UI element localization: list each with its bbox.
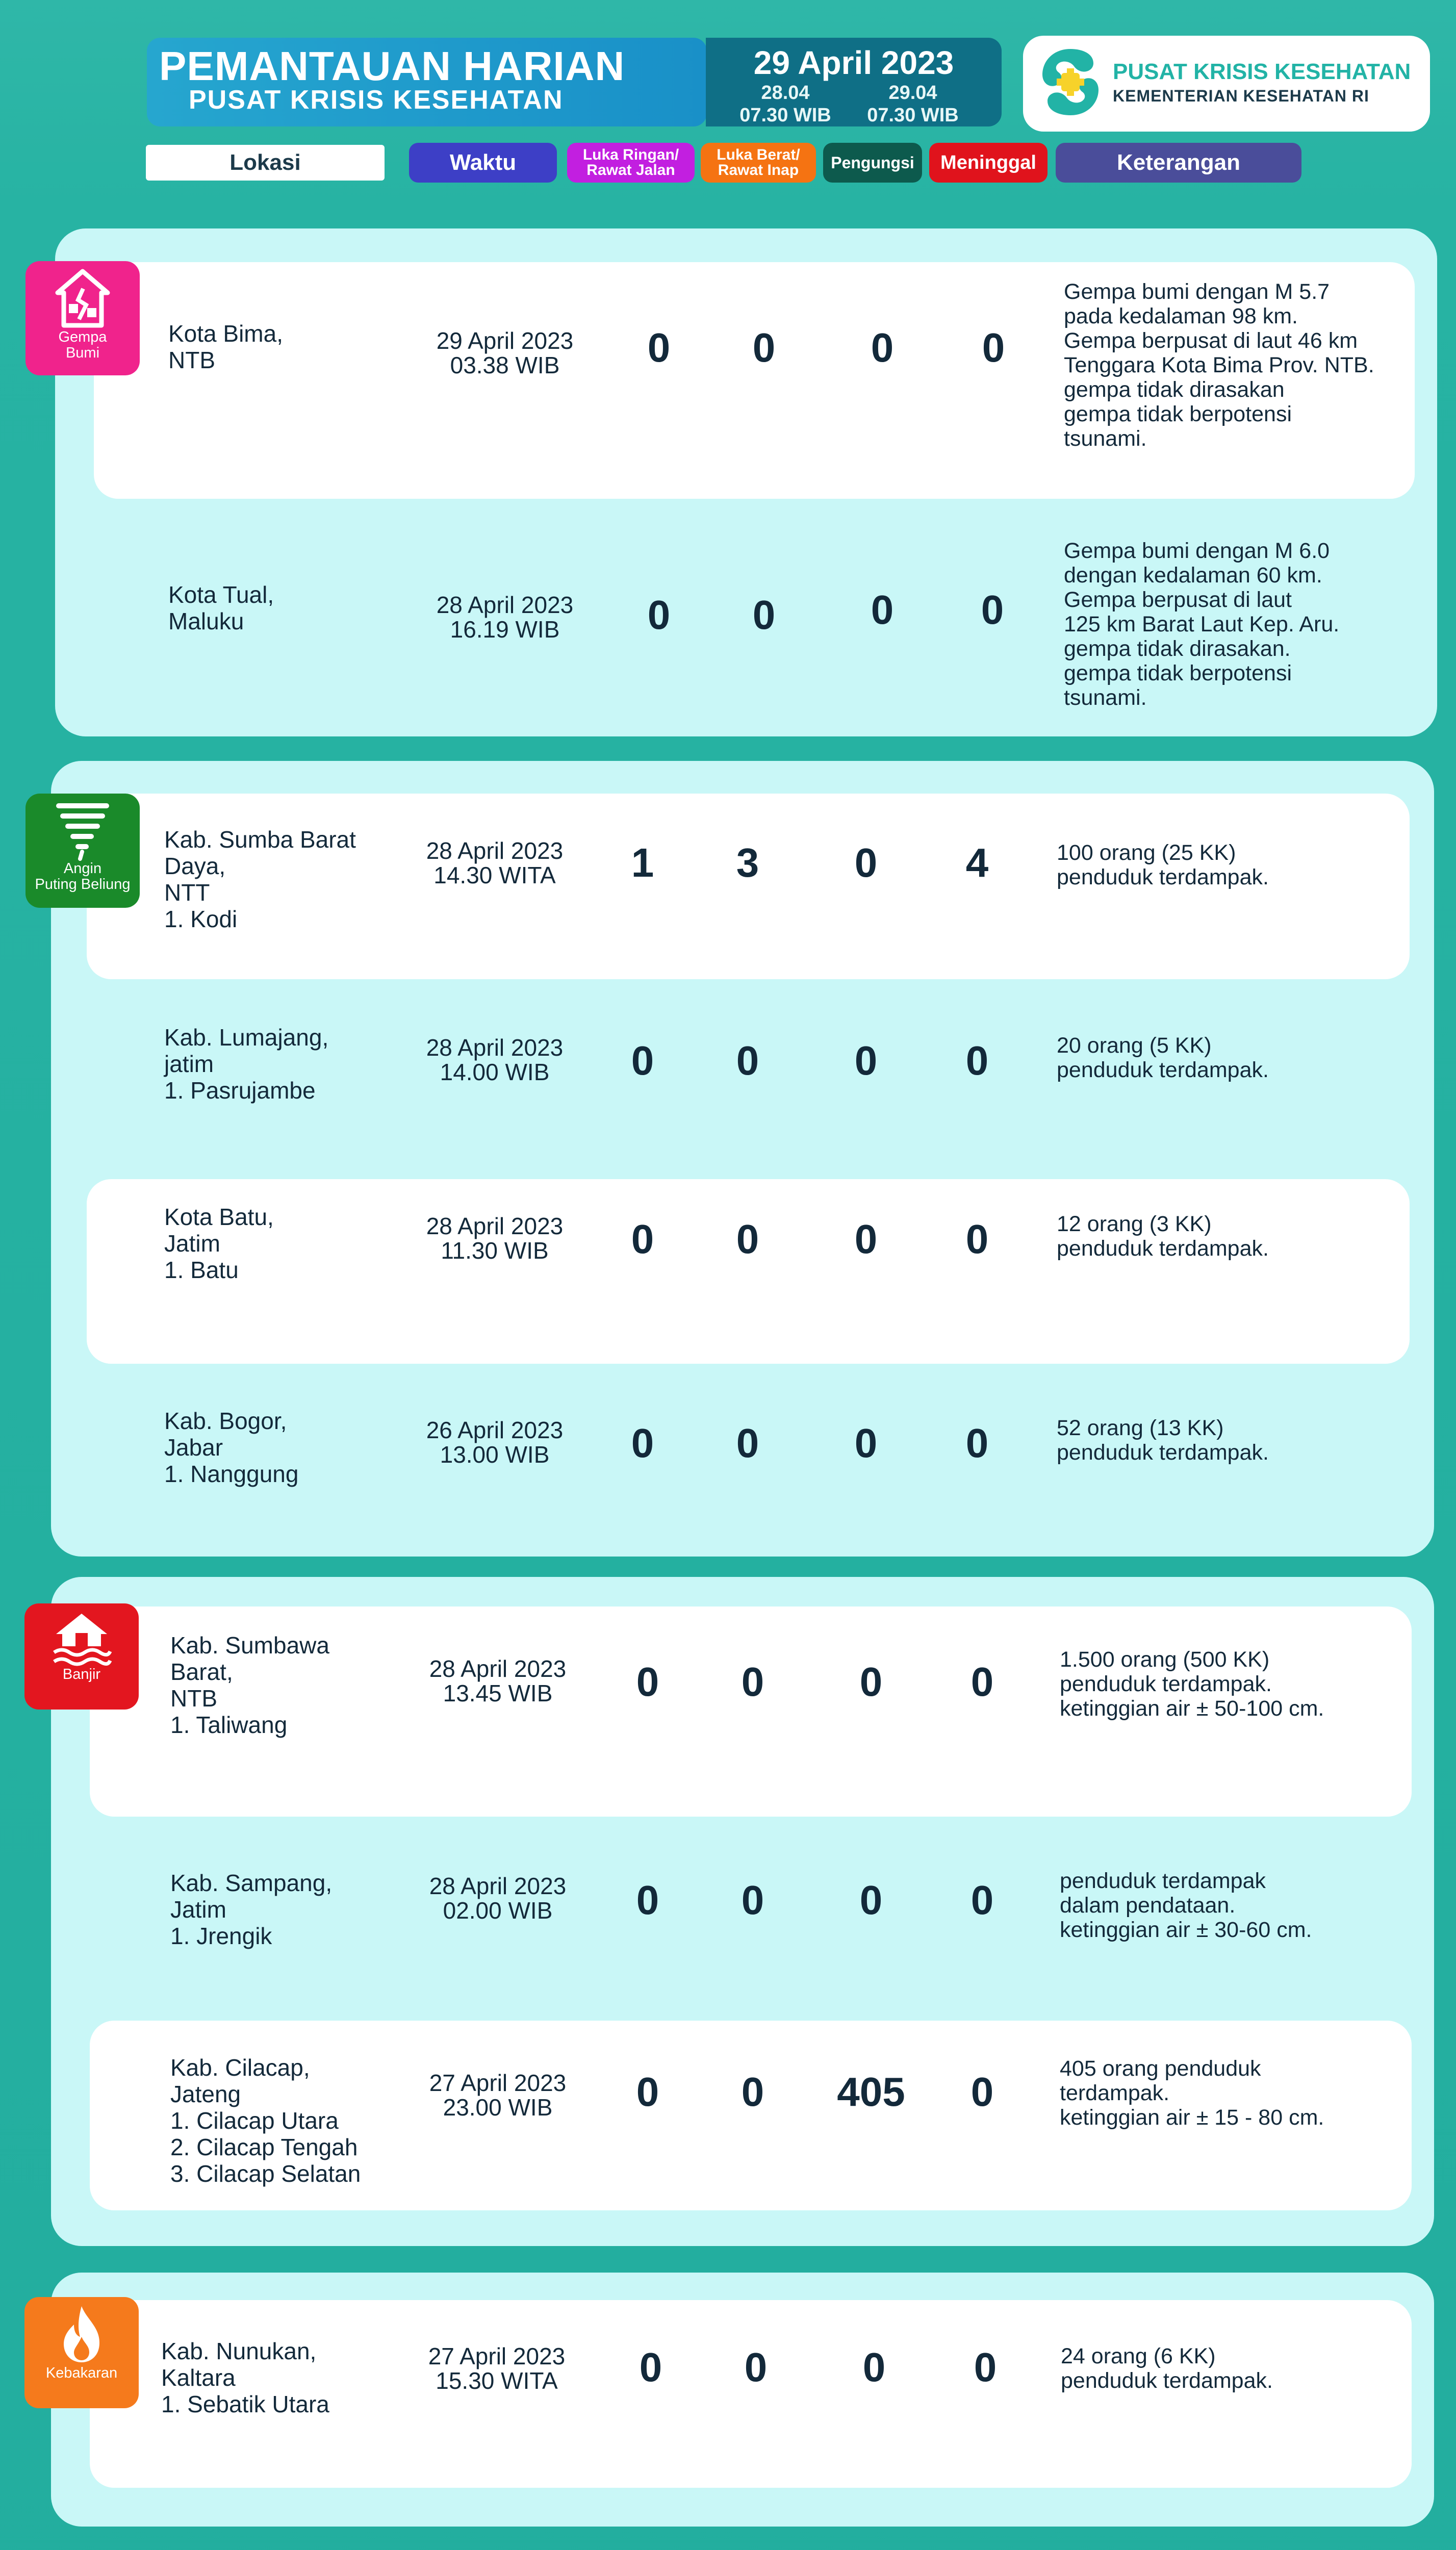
count-pengungsi: 0 [854, 840, 878, 885]
house-crack-icon [55, 268, 111, 329]
event-time: 28 April 2023 16.19 WIB [436, 592, 574, 643]
count-pengungsi: 0 [854, 1420, 878, 1466]
count-luka-ringan: 0 [631, 1420, 654, 1466]
count-luka-ringan: 0 [631, 1038, 654, 1083]
event-location: Kota Batu, Jatim 1. Batu [164, 1204, 274, 1283]
event-description: 1.500 orang (500 KK) penduduk terdampak. ketinggian air ± 50-100 cm. [1060, 1647, 1324, 1721]
category-label: Kebakaran [45, 2365, 118, 2381]
event-location: Kab. Cilacap, Jateng 1. Cilacap Utara 2. Cilacap Tengah 3. Cilacap Selatan [170, 2054, 361, 2187]
count-meninggal: 0 [965, 1420, 989, 1466]
count-meninggal: 0 [970, 1877, 994, 1923]
health-crisis-logo-icon [1032, 44, 1109, 123]
event-time: 28 April 2023 14.30 WITA [426, 837, 564, 888]
category-badge-banjir [24, 1603, 139, 1710]
fire-icon [59, 2304, 105, 2365]
count-pengungsi: 0 [859, 1877, 883, 1923]
range-end [862, 82, 964, 126]
count-pengungsi: 0 [859, 1659, 883, 1704]
count-luka-ringan: 0 [631, 1216, 654, 1262]
event-card [87, 1179, 1410, 1364]
column-header-luka-ringan: Luka Ringan/ Rawat Jalan [567, 143, 695, 183]
event-location: Kab. Nunukan, Kaltara 1. Sebatik Utara [161, 2338, 329, 2417]
count-meninggal: 0 [970, 2069, 994, 2114]
count-luka-ringan: 0 [636, 2069, 659, 2114]
count-meninggal: 0 [970, 1659, 994, 1704]
event-time: 28 April 2023 13.45 WIB [429, 1655, 567, 1706]
event-description: 100 orang (25 KK) penduduk terdampak. [1057, 840, 1269, 889]
count-luka-ringan: 0 [647, 325, 671, 370]
count-luka-berat: 0 [741, 2069, 764, 2114]
count-pengungsi: 405 [837, 2069, 905, 2114]
range-start [734, 82, 836, 126]
range-end-date: 29.04 [888, 82, 937, 104]
event-description: Gempa bumi dengan M 5.7 pada kedalaman 98 km. Gempa berpusat di laut 46 km Tenggara Kota Bima Prov. NTB. gempa tidak dirasakan gempa tidak berpotensi tsunami. [1064, 279, 1374, 451]
event-time: 26 April 2023 13.00 WIB [426, 1417, 564, 1468]
column-header-keterangan: Keterangan [1056, 143, 1301, 183]
category-label: Angin Puting Beliung [35, 860, 131, 892]
count-luka-berat: 0 [741, 1659, 764, 1704]
count-meninggal: 0 [974, 2344, 997, 2390]
flood-icon [51, 1611, 112, 1667]
event-description: 405 orang penduduk terdampak. ketinggian air ± 15 - 80 cm. [1060, 2056, 1324, 2130]
event-description: 24 orang (6 KK) penduduk terdampak. [1061, 2344, 1273, 2393]
count-luka-berat: 0 [752, 592, 776, 638]
event-location: Kota Bima, NTB [168, 320, 283, 373]
range-end-time: 07.30 WIB [867, 105, 959, 126]
event-location: Kab. Sampang, Jatim 1. Jrengik [170, 1870, 333, 1949]
category-badge-angin-puting-beliung [25, 794, 140, 908]
event-time: 28 April 2023 02.00 WIB [429, 1873, 567, 1924]
page-title: PEMANTAUAN HARIAN [159, 43, 625, 89]
logo-title: PUSAT KRISIS KESEHATAN [1113, 59, 1411, 84]
category-label: Banjir [62, 1666, 101, 1682]
page-subtitle: PUSAT KRISIS KESEHATAN [189, 85, 564, 115]
event-time: 27 April 2023 23.00 WIB [429, 2070, 567, 2121]
column-header-meninggal: Meninggal [929, 143, 1048, 183]
event-location: Kab. Lumajang, jatim 1. Pasrujambe [164, 1024, 329, 1104]
count-pengungsi: 0 [871, 587, 894, 632]
report-date: 29 April 2023 [753, 44, 954, 81]
event-description: 20 orang (5 KK) penduduk terdampak. [1057, 1033, 1269, 1082]
column-header-luka-berat: Luka Berat/ Rawat Inap [701, 143, 816, 183]
count-pengungsi: 0 [871, 325, 894, 370]
count-luka-berat: 0 [736, 1420, 759, 1466]
event-location: Kab. Sumba Barat Daya, NTT 1. Kodi [164, 826, 356, 932]
count-pengungsi: 0 [862, 2344, 886, 2390]
count-luka-ringan: 0 [636, 1877, 659, 1923]
event-location: Kota Tual, Maluku [168, 581, 274, 634]
count-meninggal: 0 [965, 1038, 989, 1083]
column-header-pengungsi: Pengungsi [823, 143, 922, 183]
range-start-date: 28.04 [761, 82, 810, 104]
range-start-time: 07.30 WIB [739, 105, 831, 126]
event-description: penduduk terdampak dalam pendataan. ketinggian air ± 30-60 cm. [1060, 1869, 1312, 1942]
count-luka-berat: 0 [736, 1038, 759, 1083]
count-luka-ringan: 1 [631, 840, 654, 885]
event-location: Kab. Bogor, Jabar 1. Nanggung [164, 1408, 299, 1487]
count-luka-ringan: 0 [636, 1659, 659, 1704]
event-time: 28 April 2023 11.30 WIB [426, 1213, 564, 1264]
category-label: Gempa Bumi [58, 329, 107, 361]
count-luka-berat: 0 [736, 1216, 759, 1262]
event-time: 28 April 2023 14.00 WIB [426, 1034, 564, 1085]
column-header-waktu: Waktu [409, 143, 557, 183]
event-time: 29 April 2023 03.38 WIB [436, 327, 574, 378]
count-luka-ringan: 0 [647, 592, 671, 638]
count-luka-berat: 0 [741, 1877, 764, 1923]
column-header-lokasi: Lokasi [146, 145, 385, 181]
count-pengungsi: 0 [854, 1216, 878, 1262]
event-description: Gempa bumi dengan M 6.0 dengan kedalaman 60 km. Gempa berpusat di laut 125 km Barat Laut Kep. Aru. gempa tidak dirasakan. gempa tidak berpotensi tsunami. [1064, 539, 1340, 710]
count-meninggal: 0 [982, 325, 1005, 370]
count-meninggal: 4 [965, 840, 989, 885]
event-description: 52 orang (13 KK) penduduk terdampak. [1057, 1416, 1269, 1465]
event-description: 12 orang (3 KK) penduduk terdampak. [1057, 1212, 1269, 1261]
count-meninggal: 0 [965, 1216, 989, 1262]
count-luka-berat: 3 [736, 840, 759, 885]
category-badge-kebakaran [24, 2297, 139, 2408]
count-luka-berat: 0 [744, 2344, 768, 2390]
event-location: Kab. Sumbawa Barat, NTB 1. Taliwang [170, 1632, 329, 1738]
category-badge-gempa-bumi [25, 261, 140, 375]
count-luka-ringan: 0 [639, 2344, 662, 2390]
count-pengungsi: 0 [854, 1038, 878, 1083]
logo-subtitle: KEMENTERIAN KESEHATAN RI [1113, 87, 1369, 105]
count-meninggal: 0 [981, 587, 1004, 632]
tornado-icon [55, 801, 111, 861]
count-luka-berat: 0 [752, 325, 776, 370]
event-time: 27 April 2023 15.30 WITA [428, 2343, 566, 2394]
